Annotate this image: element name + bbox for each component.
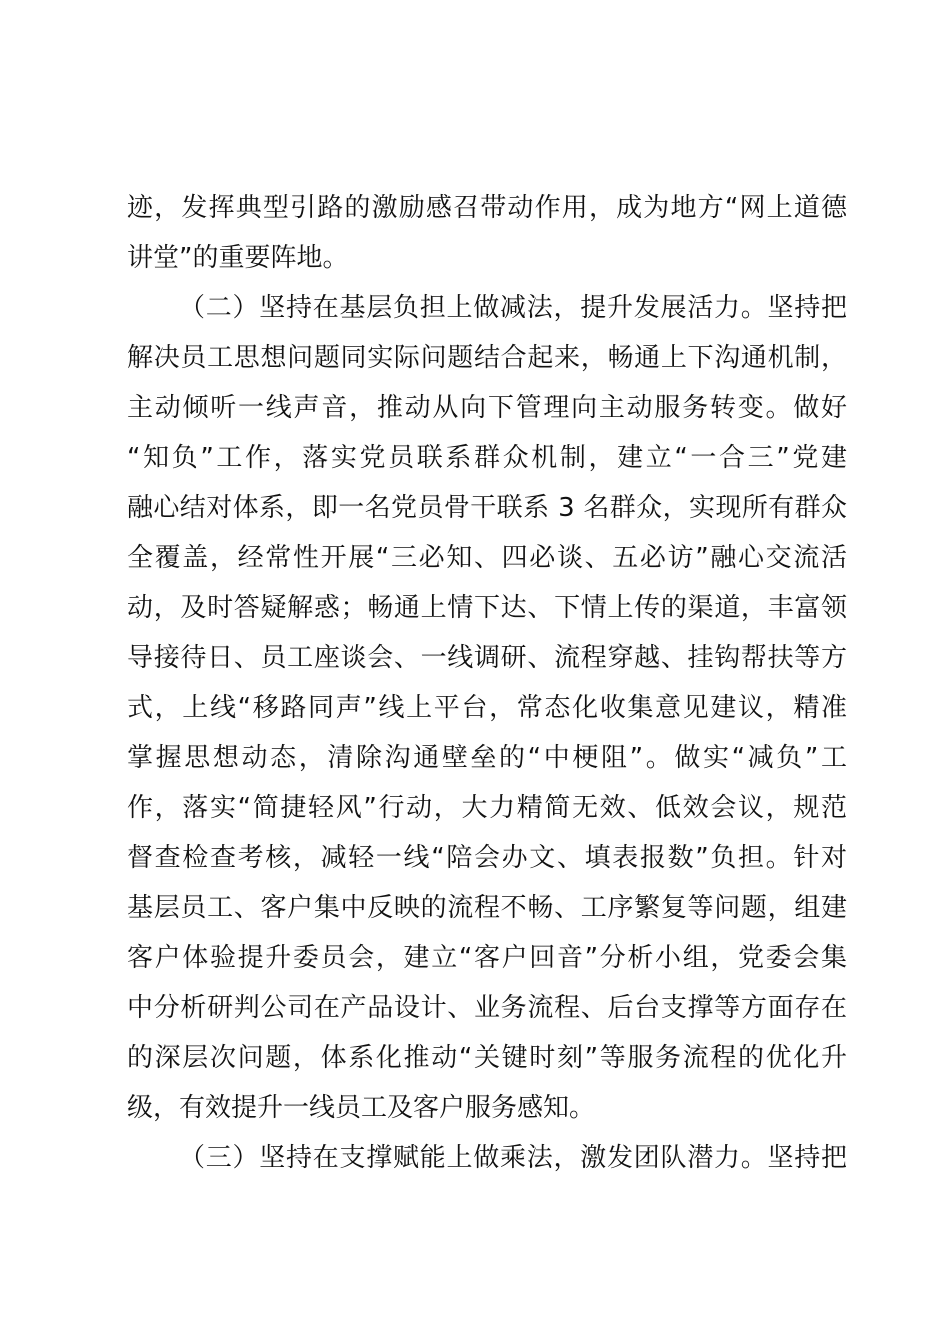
text-line: “知负”工作，落实党员联系群众机制，建立“一合三”党建 xyxy=(127,443,847,473)
text-line: 级，有效提升一线员工及客户服务感知。 xyxy=(127,1093,596,1123)
text-line: 掌握思想动态，清除沟通壁垒的“中梗阻”。做实“减负”工 xyxy=(127,743,847,773)
text-line: 客户体验提升委员会，建立“客户回音”分析小组，党委会集 xyxy=(127,943,847,973)
text-line: 作，落实“简捷轻风”行动，大力精简无效、低效会议，规范 xyxy=(127,793,847,823)
paragraph-heading-3: （三）坚持在支撑赋能上做乘法，激发团队潜力。坚持把 xyxy=(179,1143,847,1173)
text-line: 融心结对体系，即一名党员骨干联系 3 名群众，实现所有群众 xyxy=(127,493,847,523)
text-line: 全覆盖，经常性开展“三必知、四必谈、五必访”融心交流活 xyxy=(127,543,847,573)
text-line: 中分析研判公司在产品设计、业务流程、后台支撑等方面存在 xyxy=(127,993,847,1023)
text-line: 讲堂”的重要阵地。 xyxy=(127,243,349,273)
text-line: 导接待日、员工座谈会、一线调研、流程穿越、挂钩帮扶等方 xyxy=(127,643,847,673)
text-line: 式，上线“移路同声”线上平台，常态化收集意见建议，精准 xyxy=(127,693,847,723)
text-line: 解决员工思想问题同实际问题结合起来，畅通上下沟通机制， xyxy=(127,343,847,373)
text-line: 主动倾听一线声音，推动从向下管理向主动服务转变。做好 xyxy=(127,393,847,423)
paragraph-heading-2: （二）坚持在基层负担上做减法，提升发展活力。坚持把 xyxy=(179,293,847,323)
text-line: 动，及时答疑解惑；畅通上情下达、下情上传的渠道，丰富领 xyxy=(127,593,847,623)
text-line: 督查检查考核，减轻一线“陪会办文、填表报数”负担。针对 xyxy=(127,843,847,873)
text-line: 基层员工、客户集中反映的流程不畅、工序繁复等问题，组建 xyxy=(127,893,847,923)
text-line: 迹，发挥典型引路的激励感召带动作用，成为地方“网上道德 xyxy=(127,193,847,223)
text-line: 的深层次问题，体系化推动“关键时刻”等服务流程的优化升 xyxy=(127,1043,847,1073)
